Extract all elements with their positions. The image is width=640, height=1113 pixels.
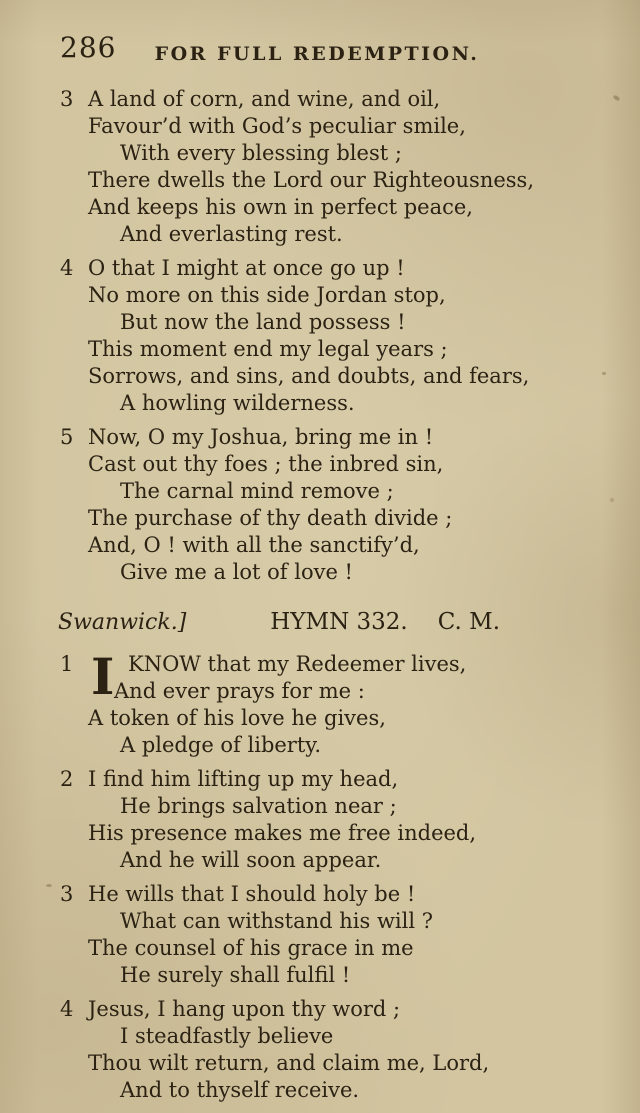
page-header: [58, 31, 600, 70]
verse-body: [88, 647, 600, 759]
paper-stain: [610, 498, 614, 502]
verse-number: 2: [60, 767, 74, 791]
verse: [58, 881, 600, 989]
verse-line: And he will soon appear.: [120, 848, 382, 872]
verse: [58, 766, 600, 874]
verse-line: With every blessing blest ;: [120, 141, 402, 165]
verse-line: A pledge of liberty.: [120, 733, 322, 757]
verse-line: He surely shall fulfil !: [120, 963, 351, 987]
running-title: FOR FULL REDEMPTION.: [154, 43, 480, 65]
verse-number: 1: [60, 652, 74, 676]
verse-line: He wills that I should holy be !: [88, 882, 416, 906]
verse-line: The purchase of thy death divide ;: [88, 506, 453, 530]
verse-line: The carnal mind remove ;: [120, 479, 394, 503]
verse-line: The counsel of his grace in me: [88, 936, 414, 960]
verse-line: He brings salvation near ;: [120, 794, 397, 818]
verse-line: Favour’d with God’s peculiar smile,: [88, 114, 466, 138]
verse-line: Jesus, I hang upon thy word ;: [88, 997, 401, 1021]
verse-line: Give me a lot of love !: [120, 560, 353, 584]
verse-line: What can withstand his will ?: [120, 909, 434, 933]
verse: [58, 996, 600, 1104]
verse: [58, 255, 600, 417]
verse-line: O that I might at once go up !: [88, 256, 405, 280]
verse-body: [88, 255, 600, 417]
verse-line: Thou wilt return, and claim me, Lord,: [88, 1051, 490, 1075]
verse-number: 5: [60, 425, 74, 449]
verse-body: [88, 766, 600, 874]
verse-line: A howling wilderness.: [120, 391, 355, 415]
verse-line: There dwells the Lord our Righteousness,: [88, 168, 535, 192]
verse-body: [88, 996, 600, 1104]
paper-stain: [612, 94, 620, 101]
verse-line: No more on this side Jordan stop,: [88, 283, 446, 307]
verse-line: But now the land possess !: [120, 310, 406, 334]
hymn-title: HYMN 332.: [270, 609, 408, 635]
verse-body: [88, 881, 600, 989]
hymn-meter: C. M.: [437, 609, 501, 635]
verse: [58, 86, 600, 248]
verse-number: 4: [60, 997, 74, 1021]
verse-line: KNOW that my Redeemer lives,: [128, 652, 467, 676]
paper-stain: [46, 884, 52, 887]
verse-line: I steadfastly believe: [120, 1024, 334, 1048]
tune-name: Swanwick.]: [58, 610, 187, 635]
page-number: 286: [60, 31, 117, 64]
verse-line: And ever prays for me :: [114, 679, 365, 703]
verse-body: [88, 424, 600, 586]
hymn-verses: [58, 647, 600, 1104]
verse: [58, 647, 600, 759]
verse: [58, 424, 600, 586]
verse-line: And everlasting rest.: [120, 222, 343, 246]
drop-cap-letter: I: [91, 647, 115, 706]
verse-number: 4: [60, 256, 74, 280]
verse-line: Cast out thy foes ; the inbred sin,: [88, 452, 444, 476]
verse-line: His presence makes me free indeed,: [88, 821, 477, 845]
verse-line: This moment end my legal years ;: [88, 337, 448, 361]
verse-line: Now, O my Joshua, bring me in !: [88, 425, 434, 449]
verse-line: Sorrows, and sins, and doubts, and fears,: [88, 364, 530, 388]
verse-number: 3: [60, 87, 74, 111]
paper-stain: [602, 372, 606, 375]
verse-body: [88, 86, 600, 248]
verse-number: 3: [60, 882, 74, 906]
verse-line: And, O ! with all the sanctify’d,: [88, 533, 420, 557]
verse-line: And to thyself receive.: [120, 1078, 360, 1102]
verse-line: And keeps his own in perfect peace,: [88, 195, 473, 219]
verse-line: I find him lifting up my head,: [88, 767, 399, 791]
verse-line: A land of corn, and wine, and oil,: [88, 87, 441, 111]
previous-hymn-verses: [58, 86, 600, 586]
hymn-heading: [58, 606, 600, 639]
verse-line: A token of his love he gives,: [88, 706, 386, 730]
